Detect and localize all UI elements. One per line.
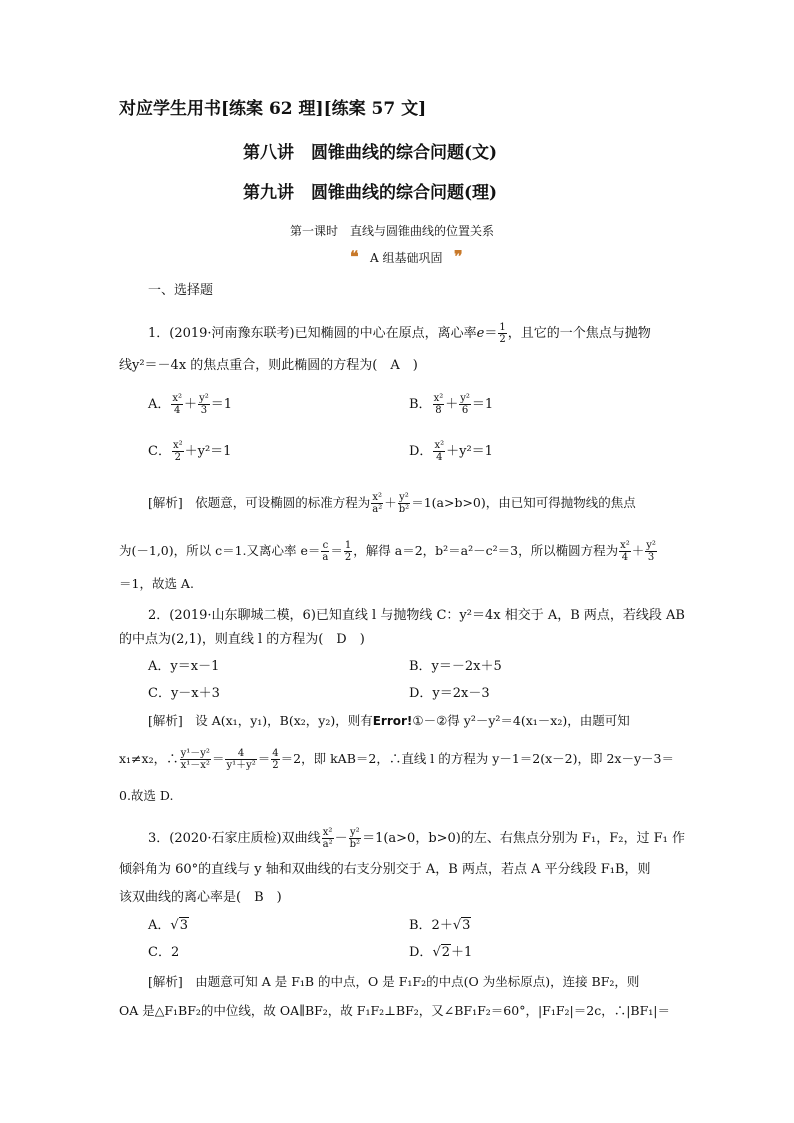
lesson-subtitle: 第一课时 直线与圆锥曲线的位置关系 <box>290 224 495 238</box>
q2-explanation-3: 0.故选 D. <box>119 788 174 803</box>
group-badge <box>350 249 472 267</box>
q3-explanation-2: OA 是△F₁BF₂的中位线，故 OA∥BF₂，故 F₁F₂⊥BF₂，又∠BF₁F₂＝60°，|F₁F₂|＝2c，∴|BF₁|＝ <box>119 1003 670 1018</box>
q3-option-a: A．√3 <box>148 918 188 933</box>
q2-line1: 2．(2019·山东聊城二模，6)已知直线 l 与抛物线 C：y²＝4x 相交于 A，B 两点，若线段 AB <box>148 608 685 623</box>
q3-line2: 倾斜角为 60°的直线与 y 轴和双曲线的右支分别交于 A，B 两点，若点 A 平分线段 F₁B，则 <box>119 862 651 877</box>
left-quote-icon: ❝ <box>350 247 359 266</box>
q1-explanation-2: 为(－1,0)，所以 c＝1.又离心率 e＝ $\frac{c}{a}$ ＝ $\frac{1}{2}$ ，解得 a＝2，b²＝a²－c²＝3，所以椭圆方程为 $\frac{\text{x²}}{4}$ ＋ $\frac{\text{y²}}{3}$ <box>119 540 656 563</box>
q1-option-b: B． $\frac{\text{x²}}{8}$ ＋ $\frac{\text{y²}}{6}$ ＝1 <box>409 393 494 416</box>
q3-explanation-1: [解析] 由题意可知 A 是 F₁B 的中点，O 是 F₁F₂的中点(O 为坐标原点)，连接 BF₂，则 <box>148 974 640 989</box>
book-reference: 对应学生用书[练案 62 理][练案 57 文] <box>119 99 427 119</box>
section-heading: 一、选择题 <box>148 283 214 298</box>
q3-option-c: C．2 <box>148 945 180 960</box>
lecture-title-wen: 第八讲 圆锥曲线的综合问题(文) <box>243 143 498 163</box>
q2-option-d: D．y＝2x－3 <box>409 686 490 701</box>
q1-explanation-3: ＝1，故选 A. <box>119 576 194 591</box>
q2-option-c: C．y－x＋3 <box>148 686 220 701</box>
group-label: A 组基础巩固 <box>370 251 443 265</box>
q1-line2: 线y²＝－4x 的焦点重合，则此椭圆的方程为( A ) <box>119 358 418 373</box>
q3-option-b: B．2＋√3 <box>409 918 471 933</box>
q2-explanation-2: x₁≠x₂，∴ $\frac{\text{y¹－y²}}{\text{x¹－x²}}$ ＝ $\frac{4}{\text{y¹＋y²}}$ ＝ $\frac{4}{2}$ ＝2，即 kAB＝2，∴直线 l 的方程为 y－1＝2(x－2)，即 2x－y－3＝ <box>119 748 674 771</box>
q3-line3: 该双曲线的离心率是( B ) <box>119 890 282 905</box>
q3-option-d: D．√2＋1 <box>409 945 473 960</box>
q2-explanation-1: [解析] 设 A(x₁，y₁)，B(x₂，y₂)，则有Error!①－②得 y²－y²＝4(x₁－x₂)，由题可知 <box>148 713 630 728</box>
q2-line2: 的中点为(2,1)，则直线 l 的方程为( D ) <box>119 632 365 647</box>
q1-option-d: D． $\frac{\text{x²}}{4}$ ＋y²＝1 <box>409 440 493 463</box>
q3-line1: 3．(2020·石家庄质检)双曲线 $\frac{\text{x²}}{\text{a²}}$ － $\frac{\text{y²}}{\text{b²}}$ ＝1(a>0，b>0)的左、右焦点分别为 F₁，F₂，过 F₁ 作 <box>148 827 685 850</box>
q1-option-a: A． $\frac{\text{x²}}{4}$ ＋ $\frac{\text{y²}}{3}$ ＝1 <box>148 393 233 416</box>
q2-option-a: A．y＝x－1 <box>148 659 220 674</box>
q1-option-c: C． $\frac{\text{x²}}{2}$ ＋y²＝1 <box>148 440 232 463</box>
lecture-title-li: 第九讲 圆锥曲线的综合问题(理) <box>243 183 498 203</box>
q1-explanation-1: [解析] 依题意，可设椭圆的标准方程为 $\frac{\text{x²}}{\text{a²}}$ ＋ $\frac{\text{y²}}{\text{b²}}$ ＝1(a>b>0)，由已知可得抛物线的焦点 <box>148 492 636 515</box>
right-quote-icon: ❞ <box>454 247 463 266</box>
q2-option-b: B．y＝－2x＋5 <box>409 659 502 674</box>
q1-line1: 1．(2019·河南豫东联考)已知椭圆的中心在原点，离心率e＝ $\frac{1}{2}$ ，且它的一个焦点与抛物 <box>148 322 651 345</box>
